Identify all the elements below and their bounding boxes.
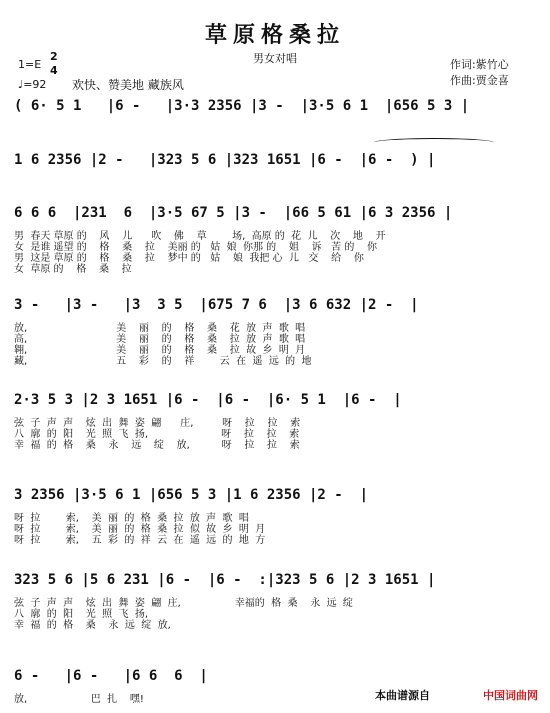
lyric-line-3: 幸 福 的 格 桑 永 远 绽 放, 呀 拉 拉 索 — [14, 440, 300, 451]
lyric-line-2: 高, 美 丽 的 格 桑 拉 放 声 歌 唱 — [14, 334, 306, 345]
notation-line: 3 2356 |3·5 6 1 |656 5 3 |1 6 2356 |2 - | — [14, 487, 369, 503]
lyric-line-1: 弦 子 声 声 炫 出 舞 姿 翩 庄, 幸福的 格 桑 永 远 绽 — [14, 598, 353, 609]
lyric-line-2: 八 廓 的 阳 光 照 飞 扬, 呀 拉 拉 索 — [14, 429, 300, 440]
tempo-marking: ♩=92 — [18, 78, 47, 91]
time-signature-top: 2 — [50, 50, 58, 63]
source-label: 本曲谱源自 — [375, 689, 430, 702]
lyric-line-1: 放, 美 丽 的 格 桑 花 放 声 歌 唱 — [14, 323, 306, 334]
lyric-line-3: 男 这是 草原 的 格 桑 拉 梦中 的 姑 娘 我把 心 儿 交 给 你 — [14, 253, 364, 264]
lyric-line-1: 呀 拉 索, 美 丽 的 格 桑 拉 放 声 歌 唱 — [14, 513, 249, 524]
song-subtitle: 男女对唱 — [253, 52, 297, 65]
notation-line: 2·3 5 3 |2 3 1651 |6 - |6 - |6· 5 1 |6 - | — [14, 392, 402, 408]
lyric-line-2: 女 是谁 遥望 的 格 桑 拉 美丽 的 姑 娘 你那 的 姐 诉 苦 的 你 — [14, 242, 378, 253]
lyric-line-4: 藏, 五 彩 的 祥 云 在 遥 远 的 地 — [14, 356, 312, 367]
lyric-line-2: 八 廓 的 阳 光 照 飞 扬, — [14, 609, 149, 620]
style-marking: 欢快、赞美地 藏族风 — [72, 78, 184, 92]
lyric-line-1: 放, 巴 扎 嘿! — [14, 694, 144, 705]
notation-line: 6 - |6 - |6 6 6 | — [14, 668, 208, 684]
lyric-line-3: 呀 拉 索, 五 彩 的 祥 云 在 遥 远 的 地 方 — [14, 535, 266, 546]
time-signature-bottom: 4 — [50, 64, 58, 77]
lyric-line-1: 弦 子 声 声 炫 出 舞 姿 翩 庄, 呀 拉 拉 索 — [14, 418, 301, 429]
site-name[interactable]: 中国词曲网 — [483, 689, 538, 702]
lyric-line-2: 呀 拉 索, 美 丽 的 格 桑 拉 似 故 乡 明 月 — [14, 524, 266, 535]
lyric-line-3: 幸 福 的 格 桑 永 远 绽 放, — [14, 620, 171, 631]
lyric-line-3: 翱, 美 丽 的 格 桑 拉 故 乡 明 月 — [14, 345, 306, 356]
slur-mark — [374, 138, 494, 147]
notation-line: 3 - |3 - |3 3 5 |675 7 6 |3 6 632 |2 - | — [14, 297, 419, 313]
notation-line: 1 6 2356 |2 - |323 5 6 |323 1651 |6 - |6 - ) | — [14, 152, 436, 168]
notation-line: 6 6 6 |231 6 |3·5 67 5 |3 - |66 5 61 |6 3 2356 | — [14, 205, 453, 221]
key-signature: 1=E — [18, 58, 42, 71]
lyric-line-1: 男 春天 草原 的 风 儿 吹 佛 草 场, 高原 的 花 儿 次 地 开 — [14, 231, 386, 242]
lyric-line-4: 女 草原 的 格 桑 拉 — [14, 264, 132, 275]
lyricist-credit: 作词:紫竹心 — [450, 58, 509, 71]
notation-line: 323 5 6 |5 6 231 |6 - |6 - :|323 5 6 |2 3 1651 | — [14, 572, 436, 588]
song-title: 草原格桑拉 — [204, 22, 345, 48]
composer-credit: 作曲:贾金喜 — [450, 74, 509, 87]
notation-line: ( 6· 5 1 |6 - |3·3 2356 |3 - |3·5 6 1 |656 5 3 | — [14, 98, 470, 114]
